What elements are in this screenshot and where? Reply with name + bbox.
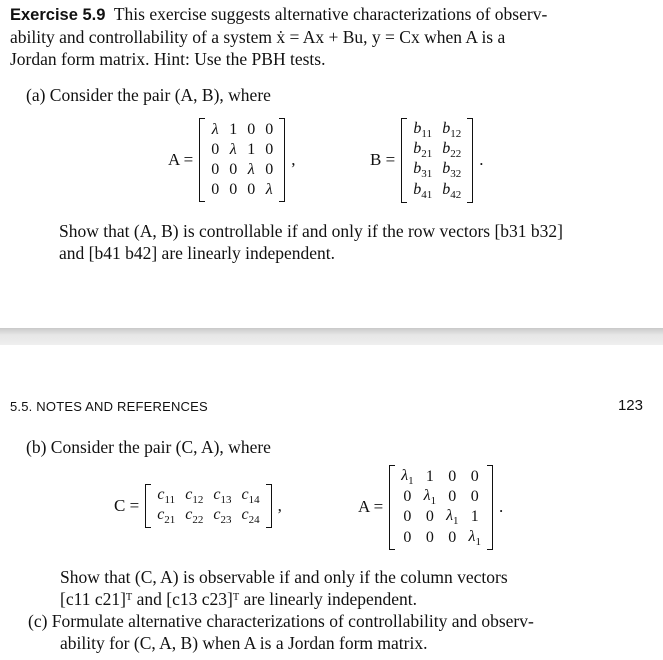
matrix-row — [206, 180, 278, 200]
matrix-entry: $c_{22}$ — [185, 506, 204, 527]
matrix-row — [206, 140, 278, 160]
exercise-line-2: ability and controllability of a system ẋ = Ax + Bu, y = Cx when A is a — [10, 27, 506, 47]
matrix-entry: 0 — [211, 181, 220, 198]
matrix-entry: 0 — [265, 161, 274, 178]
matrix-entry: $\lambda_1$ — [423, 487, 437, 508]
matrix-entry: 0 — [265, 141, 274, 158]
matrix-c-label: C = — [114, 496, 140, 516]
matrix-entry: 1 — [229, 121, 238, 138]
part-b-text — [60, 566, 508, 610]
matrix-row — [396, 528, 486, 548]
matrix-entry: 0 — [229, 161, 238, 178]
matrix-entry: $c_{12}$ — [185, 486, 204, 507]
matrix-entry: 0 — [247, 181, 256, 198]
matrix-entry: $b_{31}$ — [413, 160, 433, 181]
matrix-entry: 0 — [265, 121, 274, 138]
matrix-c-punct: , — [277, 496, 282, 516]
matrix-row — [408, 140, 466, 160]
matrix-a — [199, 118, 285, 202]
matrix-entry: λ — [247, 161, 255, 178]
matrix-a-punct: , — [291, 150, 296, 169]
matrix-a2-block — [358, 465, 503, 550]
matrix-a2 — [389, 465, 493, 550]
matrix-b-punct: . — [479, 150, 484, 170]
exercise-line-3: Jordan form matrix. Hint: Use the PBH tests. — [10, 49, 326, 69]
matrix-entry: $\lambda_1$ — [446, 507, 459, 528]
exercise-label: Exercise 5.9 — [10, 6, 106, 24]
matrix-entry: 0 — [448, 468, 457, 486]
matrix-entry: $c_{14}$ — [241, 486, 260, 507]
matrix-a2-label: A = — [358, 497, 384, 517]
matrix-b-label: B = — [370, 150, 396, 170]
part-a-intro: (a) Consider the pair (A, B), where — [26, 85, 271, 105]
matrix-entry: $c_{11}$ — [157, 486, 176, 507]
matrix-a-label: A = — [168, 150, 194, 169]
part-a-line-1: Show that (A, B) is controllable if and only if the row vectors [b31 b32] — [59, 221, 563, 241]
matrix-b-table — [408, 120, 466, 201]
matrix-row — [152, 486, 264, 506]
matrix-entry: $b_{21}$ — [413, 140, 433, 161]
matrix-entry: $c_{24}$ — [241, 506, 260, 527]
page-number: 123 — [617, 397, 643, 414]
matrix-entry: 0 — [425, 528, 434, 546]
matrix-entry: 0 — [470, 468, 479, 486]
exercise-statement — [10, 3, 547, 70]
matrix-entry: $b_{41}$ — [413, 180, 433, 201]
matrix-entry: λ — [265, 181, 273, 198]
matrix-c-table — [152, 486, 264, 526]
matrix-entry: $c_{23}$ — [213, 506, 232, 527]
matrix-row — [396, 487, 486, 507]
matrix-entry: 1 — [470, 508, 479, 526]
matrix-row — [206, 160, 278, 180]
matrix-entry: $c_{21}$ — [157, 506, 176, 527]
matrix-row — [408, 160, 466, 180]
matrix-a2-punct: . — [498, 497, 504, 517]
matrix-entry: $b_{32}$ — [442, 160, 462, 181]
part-c-line-2: ability for (C, A, B) when A is a Jordan form matrix. — [60, 633, 428, 653]
matrix-entry: $c_{13}$ — [213, 486, 232, 507]
matrix-row — [152, 506, 264, 526]
running-header-section: 5.5. NOTES AND REFERENCES — [10, 399, 208, 414]
matrix-entry: $b_{12}$ — [442, 120, 462, 141]
matrix-a-block — [168, 118, 295, 202]
matrix-entry: 0 — [403, 488, 412, 506]
matrix-b — [401, 118, 473, 203]
matrix-entry: 0 — [211, 141, 220, 158]
part-b-line-1: Show that (C, A) is observable if and only if the column vectors — [60, 567, 508, 587]
matrix-entry: 0 — [403, 508, 412, 526]
part-b-line-2: [c11 c21]ᵀ and [c13 c23]ᵀ are linearly independent. — [60, 589, 418, 609]
exercise-line-1: This exercise suggests alternative characterizations of observ- — [113, 4, 548, 24]
matrix-a2-table — [396, 467, 486, 548]
matrix-entry: 0 — [448, 528, 457, 546]
matrix-c — [145, 484, 271, 528]
matrix-entry: 0 — [470, 488, 479, 506]
matrix-entry: λ — [229, 141, 237, 158]
matrix-row — [396, 507, 486, 527]
matrix-entry: 0 — [229, 181, 238, 198]
matrix-entry: 0 — [448, 488, 457, 506]
matrix-entry: 0 — [211, 161, 220, 178]
matrix-a-table — [206, 120, 278, 200]
matrix-entry: 0 — [425, 508, 434, 526]
part-c-line-1: (c) Formulate alternative characterizations of controllability and observ- — [28, 611, 534, 631]
part-b-intro: (b) Consider the pair (C, A), where — [26, 437, 271, 457]
matrix-row — [408, 120, 466, 140]
matrix-entry: $\lambda_1$ — [401, 467, 414, 488]
matrix-b-block — [370, 118, 483, 203]
matrix-row — [408, 181, 466, 201]
matrix-entry: $b_{22}$ — [442, 140, 462, 161]
matrix-row — [396, 467, 486, 487]
part-c-text — [28, 610, 534, 654]
matrix-row — [206, 120, 278, 140]
matrix-entry: 0 — [403, 528, 412, 546]
matrix-entry: $b_{11}$ — [413, 120, 432, 141]
matrix-entry: $b_{42}$ — [442, 180, 462, 201]
matrix-entry: λ — [211, 121, 219, 138]
matrix-c-block — [114, 484, 282, 528]
part-a-line-2: and [b41 b42] are linearly independent. — [59, 243, 336, 263]
matrix-entry: $\lambda_1$ — [468, 527, 481, 548]
page-gap — [0, 328, 663, 345]
matrix-entry: 1 — [425, 468, 434, 486]
matrix-entry: 1 — [247, 141, 256, 158]
matrix-entry: 0 — [247, 121, 256, 138]
part-a-text — [59, 220, 563, 264]
